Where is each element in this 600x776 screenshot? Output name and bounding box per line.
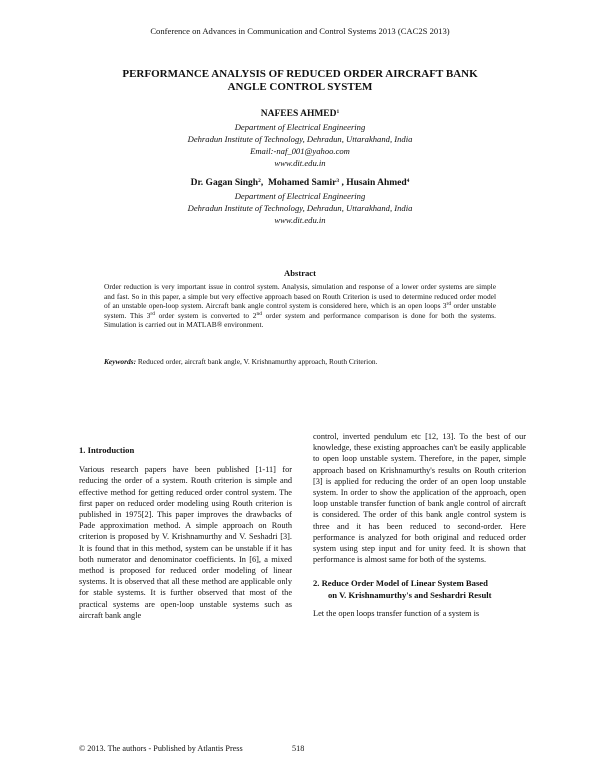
paper-title	[70, 68, 530, 94]
abstract-heading: Abstract	[284, 268, 316, 278]
right-column	[313, 431, 526, 619]
author-website: www.dit.edu.in	[274, 158, 326, 168]
coauthor-website: www.dit.edu.in	[274, 215, 326, 225]
coauthor-names: Dr. Gagan Singh$^2$, Mohamed Samir$^3$ , Husain Ahmed$^4$	[190, 178, 410, 188]
author-email: Email:-naf_001@yahoo.com	[250, 146, 350, 156]
conference-header: Conference on Advances in Communication and Control Systems 2013 (CAC2S 2013)	[150, 26, 450, 36]
author-department: Department of Electrical Engineering	[234, 122, 366, 132]
title-line-2: ANGLE CONTROL SYSTEM	[227, 81, 373, 93]
section-1-heading: 1. Introduction	[79, 445, 135, 455]
author-name: NAFEES AHMED$^1$	[260, 109, 340, 119]
page-number: 518	[292, 744, 305, 753]
left-column	[79, 445, 292, 621]
footer-copyright: © 2013. The authors - Published by Atlantis Press	[79, 744, 243, 753]
author-block-1	[0, 109, 600, 169]
right-column-body: control, inverted pendulum etc [12, 13]. To the best of our knowledge, these existing approaches can't be easily applicable to open loop unstable system. Therefore, in the paper, simple approach based on Krishnamurthy's results on Routh criterion [3] is applied for reducing the order of an open loop unstable system. In order to show the application of the approach, open loop unstable transfer function of bank angle control of aircraft is considered. The order of this bank angle control system is three and it has been reduced to second-order. Here performance is analyzed for both original and reduced order system using step input and for unity feed. It is shown that performance is almost same for both of the systems.	[313, 432, 526, 565]
section-2-body: Let the open loops transfer function of a system is	[313, 608, 480, 618]
title-line-1: PERFORMANCE ANALYSIS OF REDUCED ORDER AIRCRAFT BANK	[122, 68, 478, 80]
section-1-body: Various research papers have been published [1-11] for reducing the order of a system. Routh criterion is simple and effective method for getting reduced order control system. The first paper on reduced order modeling using Routh criterion is published in 1975[2]. This paper improves the drawbacks of Pade approximation method. A simple approach on Routh criterion is proposed by V. Krishnamurthy and V. Seshadri [3]. It is found that in this method, system can be unstable if it has both numerator and denominator coefficients. In [6], a mixed method is proposed for reduced order modeling of linear systems. It is observed that all these method are applicable only for stable systems. It is further observed that most of the practical systems are open-loop unstable systems such as aircraft bank angle	[79, 465, 292, 620]
abstract-body: Order reduction is very important issue in control system. Analysis, simulation and response of a lower order systems are simple and fast. So in this paper, a simple but very effective approach based on Routh Criterion is used to determine reduced order model of an unstable open-loop system. Aircraft bank angle control system is considered here, which is an open loops 3rd order unstable system. This 3rd order system is converted to 2nd order system and performance comparison is done for both the systems. Simulation is carried out in MATLAB® environment.	[104, 282, 497, 330]
author-institute: Dehradun Institute of Technology, Dehradun, Uttarakhand, India	[187, 134, 413, 144]
author-block-2	[0, 178, 600, 226]
keywords: Keywords: Reduced order, aircraft bank angle, V. Krishnamurthy approach, Routh Criterion.	[104, 357, 378, 366]
section-2-heading: 2. Reduce Order Model of Linear System Based on V. Krishnamurthy's and Seshardri Result	[313, 578, 492, 600]
coauthor-department: Department of Electrical Engineering	[234, 191, 366, 201]
coauthor-institute: Dehradun Institute of Technology, Dehradun, Uttarakhand, India	[187, 203, 413, 213]
